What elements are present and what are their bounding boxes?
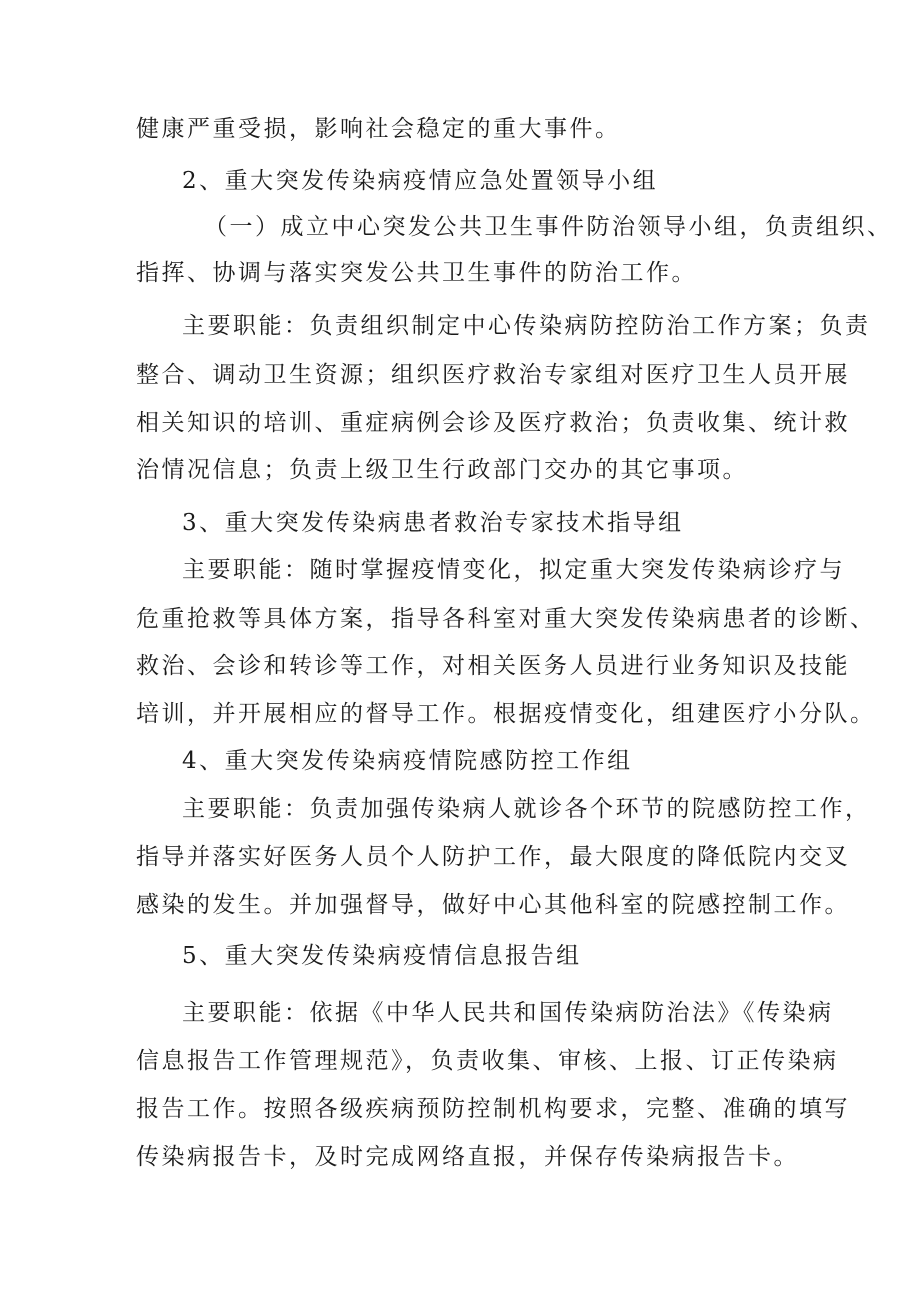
text-line: 传染病报告卡，及时完成网络直报，并保存传染病报告卡。 <box>136 1144 799 1170</box>
text-line: 指导并落实好医务人员个人防护工作，最大限度的降低院内交叉 <box>136 844 850 870</box>
text-line: 救治、会诊和转诊等工作，对相关医务人员进行业务知识及技能 <box>136 653 850 679</box>
text-line: 治情况信息；负责上级卫生行政部门交办的其它事项。 <box>136 457 748 483</box>
text-line: 整合、调动卫生资源；组织医疗救治专家组对医疗卫生人员开展 <box>136 362 850 388</box>
text-line: 指挥、协调与落实突发公共卫生事件的防治工作。 <box>136 260 697 286</box>
section-heading: 4、重大突发传染病疫情院感防控工作组 <box>182 748 633 774</box>
text-line: 主要职能：负责组织制定中心传染病防控防治工作方案；负责 <box>182 313 871 339</box>
section-heading: 2、重大突发传染病疫情应急处置领导小组 <box>182 168 659 194</box>
text-line: 主要职能：随时掌握疫情变化，拟定重大突发传染病诊疗与 <box>182 557 845 583</box>
text-line: 危重抢救等具体方案，指导各科室对重大突发传染病患者的诊断、 <box>136 606 876 632</box>
section-heading: 5、重大突发传染病疫情信息报告组 <box>182 943 582 969</box>
text-line: 信息报告工作管理规范》，负责收集、审核、上报、订正传染病 <box>136 1048 839 1074</box>
text-line: 感染的发生。并加强督导，做好中心其他科室的院感控制工作。 <box>136 892 850 918</box>
text-line: 主要职能：依据《中华人民共和国传染病防治法》《传染病 <box>182 1000 834 1026</box>
text-line: 健康严重受损，影响社会稳定的重大事件。 <box>136 116 621 142</box>
section-heading: 3、重大突发传染病患者救治专家技术指导组 <box>182 510 684 536</box>
text-line: （一）成立中心突发公共卫生事件防治领导小组，负责组织、 <box>204 214 893 240</box>
text-line: 报告工作。按照各级疾病预防控制机构要求，完整、准确的填写 <box>136 1096 850 1122</box>
text-line: 培训，并开展相应的督导工作。根据疫情变化，组建医疗小分队。 <box>136 701 876 727</box>
text-line: 主要职能：负责加强传染病人就诊各个环节的院感防控工作， <box>182 796 871 822</box>
text-line: 相关知识的培训、重症病例会诊及医疗救治；负责收集、统计救 <box>136 410 850 436</box>
